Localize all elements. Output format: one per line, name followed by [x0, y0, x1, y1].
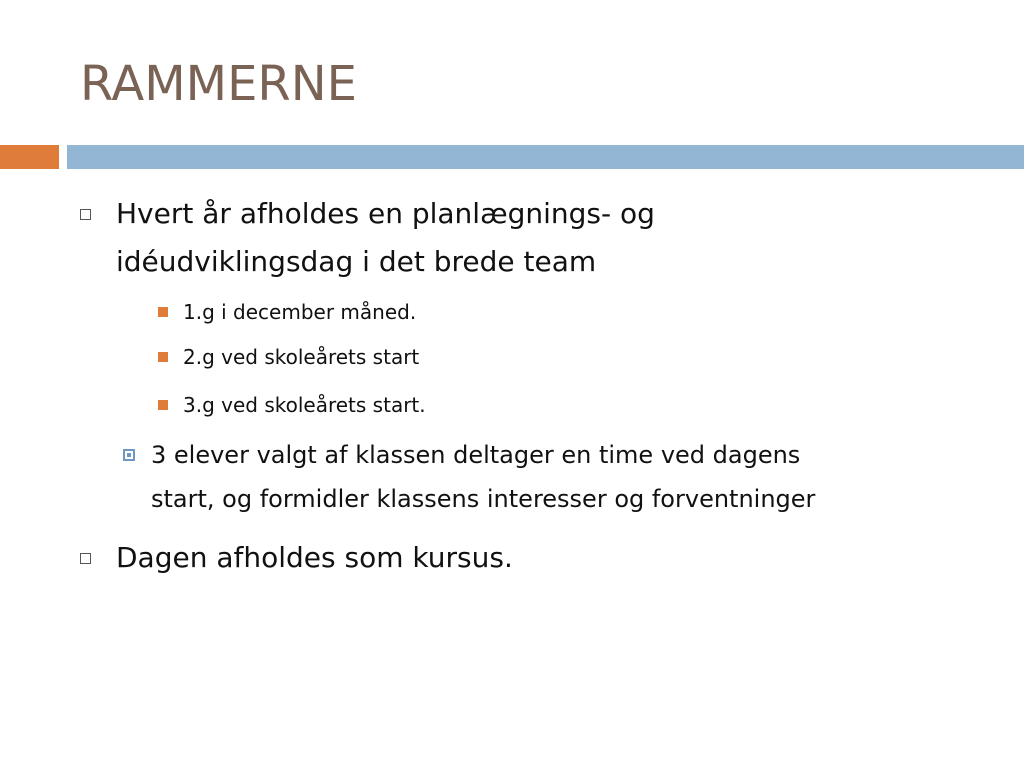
filled-square-icon: [158, 352, 168, 362]
sub-bullet-3g-text: 3.g ved skoleårets start.: [183, 393, 426, 417]
hollow-square-icon: [80, 209, 91, 220]
hollow-square-icon: [80, 553, 91, 564]
bullet-student-representatives-line2: start, og formidler klassens interesser og forventninger: [151, 485, 816, 513]
bullet-student-representatives-line1: 3 elever valgt af klassen deltager en time ved dagens: [151, 441, 801, 469]
bullet-course-day-text: Dagen afholdes som kursus.: [116, 541, 513, 574]
title-accent-bar-blue: [67, 145, 1024, 169]
title-accent-bar-orange: [0, 145, 59, 169]
slide-title: RAMMERNE: [80, 56, 357, 112]
sub-bullet-2g-text: 2.g ved skoleårets start: [183, 345, 420, 369]
sub-bullet-1g-text: 1.g i december måned.: [183, 300, 417, 324]
framed-square-icon: [123, 449, 135, 461]
bullet-planning-day-line1: Hvert år afholdes en planlægnings- og: [116, 197, 655, 230]
filled-square-icon: [158, 307, 168, 317]
bullet-planning-day-line2: idéudviklingsdag i det brede team: [116, 245, 597, 278]
filled-square-icon: [158, 400, 168, 410]
